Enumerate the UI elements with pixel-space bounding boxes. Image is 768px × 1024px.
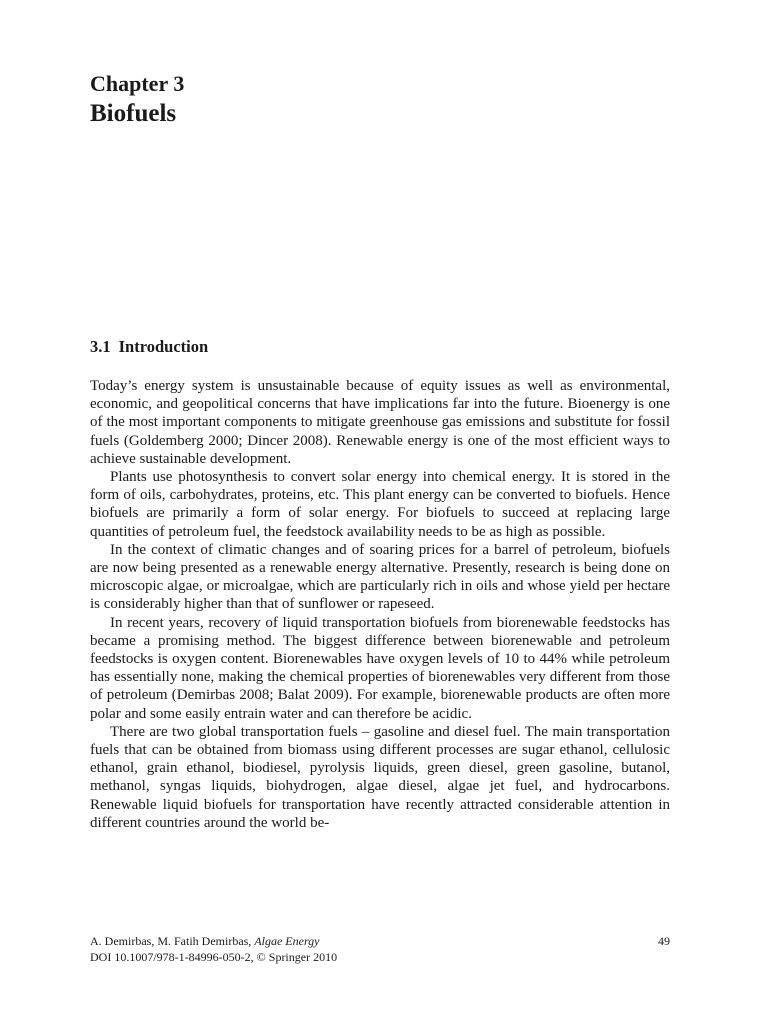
body-text xyxy=(90,377,670,832)
footer-book-title: Algae Energy xyxy=(254,934,320,948)
citation xyxy=(90,933,320,949)
section-number: 3.1 xyxy=(90,337,111,356)
chapter-label: Chapter 3 xyxy=(90,71,185,96)
paragraph: Today’s energy system is unsustainable because of equity issues as well as environmental, economic, and geopolitical concerns that have implications far into the future. Bioenergy is one of the most important components to mitigate greenhouse gas emissions and substitute for fossil fuels (Goldemberg 2000; Dincer 2008). Renewable energy is one of the most efficient ways to achieve sustainable development. xyxy=(90,378,670,467)
footer-doi: DOI 10.1007/978-1-84996-050-2, © Springer 2010 xyxy=(90,950,338,964)
section-heading xyxy=(90,337,208,357)
paragraph: In recent years, recovery of liquid transportation biofuels from biorenewable feedstocks has became a promising method. The biggest difference between biorenewable and petroleum feedstocks is oxygen content. Biorenewables have oxygen levels of 10 to 44% while petroleum has essentially none, making the chemical properties of biorenewables very different from those of petroleum (Demirbas 2008; Balat 2009). For example, biorenewable products are often more polar and some easily entrain water and can therefore be acidic. xyxy=(90,614,670,722)
chapter-title: Biofuels xyxy=(90,100,177,127)
page-footer xyxy=(90,933,670,965)
section-title: Introduction xyxy=(118,337,209,356)
page-number: 49 xyxy=(658,934,670,948)
paragraph: There are two global transportation fuels – gasoline and diesel fuel. The main transportation fuels that can be obtained from biomass using different processes are sugar ethanol, cellulosic ethanol, grain ethanol, biodiesel, pyrolysis liquids, green diesel, green gasoline, butanol, methanol, syngas liquids, biohydrogen, algae diesel, algae jet fuel, and hydrocarbons. Renewable liquid biofuels for transportation have recently attracted considerable attention in different countries around the world be- xyxy=(90,723,670,831)
footer-authors: A. Demirbas, M. Fatih Demirbas, xyxy=(90,934,252,948)
paragraph: Plants use photosynthesis to convert solar energy into chemical energy. It is stored in the form of oils, carbohydrates, proteins, etc. This plant energy can be converted to biofuels. Hence biofuels are primarily a form of solar energy. For biofuels to succeed at replacing large quantities of petroleum fuel, the feedstock availability needs to be as high as possible. xyxy=(90,469,670,540)
paragraph: In the context of climatic changes and of soaring prices for a barrel of petroleum, biofuels are now being presented as a renewable energy alternative. Presently, research is being done on microscopic algae, or microalgae, which are particularly rich in oils and whose yield per hectare is considerably higher than that of sunflower or rapeseed. xyxy=(90,541,670,613)
